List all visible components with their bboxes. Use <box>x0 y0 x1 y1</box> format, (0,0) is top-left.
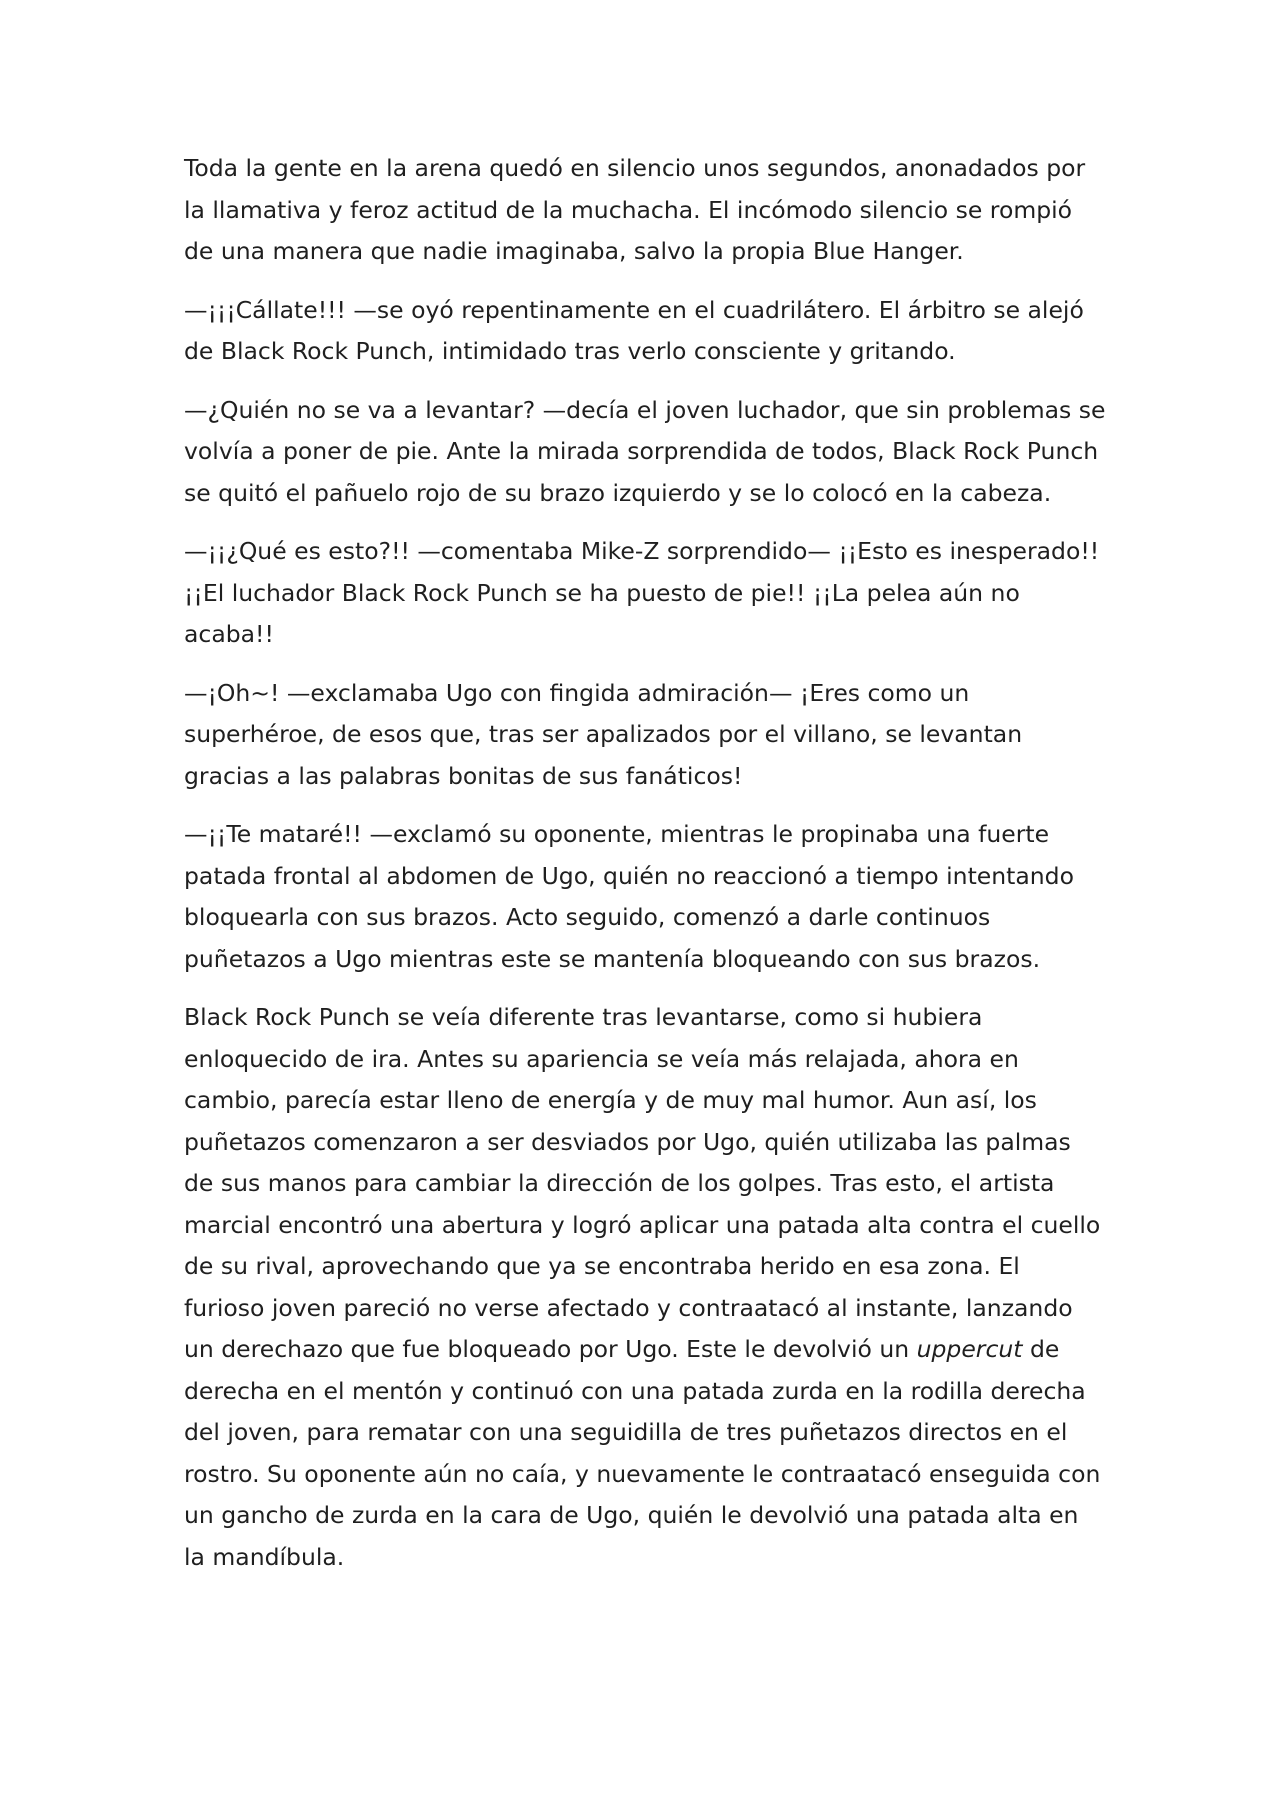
paragraph: —¡¡Te mataré!! —exclamó su oponente, mientras le propinaba una fuerte patada frontal al abdomen de Ugo, quién no reaccionó a tiempo intentando bloquearla con sus brazos. Acto seguido, comenzó a darle continuos puñetazos a Ugo mientras este se mantenía bloqueando con sus brazos. <box>184 820 1074 973</box>
paragraph: —¡¡¡Cállate!!! —se oyó repentinamente en el cuadrilátero. El árbitro se alejó de Black Rock Punch, intimidado tras verlo consciente y gritando. <box>184 295 1084 365</box>
paragraph <box>184 997 1106 1578</box>
document-body <box>184 148 1106 1595</box>
paragraph: —¡¡¿Qué es esto?!! —comentaba Mike-Z sorprendido— ¡¡Esto es inesperado!! ¡¡El luchador Black Rock Punch se ha puesto de pie!! ¡¡La pelea aún no acaba!! <box>184 537 1100 648</box>
paragraph-text: Black Rock Punch se veía diferente tras levantarse, como si hubiera enloquecido de ira. Antes su apariencia se veía más relajada, ahora en cambio, parecía estar lleno de energía y de muy mal humor. Aun así, los puñetazos comenzaron a ser desviados por Ugo, quién utilizaba las palmas de sus manos para cambiar la dirección de los golpes. Tras esto, el artista marcial encontró una abertura y logró aplicar una patada alta contra el cuello de su rival, aprovechando que ya se encontraba herido en esa zona. El furioso joven pareció no verse afectado y contraatacó al instante, lanzando un derechazo que fue bloqueado por Ugo. Este le devolvió un <box>184 1003 1101 1363</box>
paragraph: —¡Oh~! —exclamaba Ugo con fingida admiración— ¡Eres como un superhéroe, de esos que, tras ser apalizados por el villano, se levantan gracias a las palabras bonitas de sus fanáticos! <box>184 678 1023 790</box>
paragraph: Toda la gente en la arena quedó en silencio unos segundos, anonadados por la llamativa y feroz actitud de la muchacha. El incómodo silencio se rompió de una manera que nadie imaginaba, salvo la propia Blue Hanger. <box>184 154 1086 265</box>
italic-term: uppercut <box>916 1335 1023 1363</box>
paragraph-text: de derecha en el mentón y continuó con una patada zurda en la rodilla derecha del joven, para rematar con una seguidilla de tres puñetazos directos en el rostro. Su oponente aún no caía, y nuevamente le contraatacó enseguida con un gancho de zurda en la cara de Ugo, quién le devolvió una patada alta en la mandíbula. <box>184 1335 1101 1571</box>
paragraph: —¿Quién no se va a levantar? —decía el joven luchador, que sin problemas se volvía a poner de pie. Ante la mirada sorprendida de todos, Black Rock Punch se quitó el pañuelo rojo de su brazo izquierdo y se lo colocó en la cabeza. <box>184 395 1106 507</box>
